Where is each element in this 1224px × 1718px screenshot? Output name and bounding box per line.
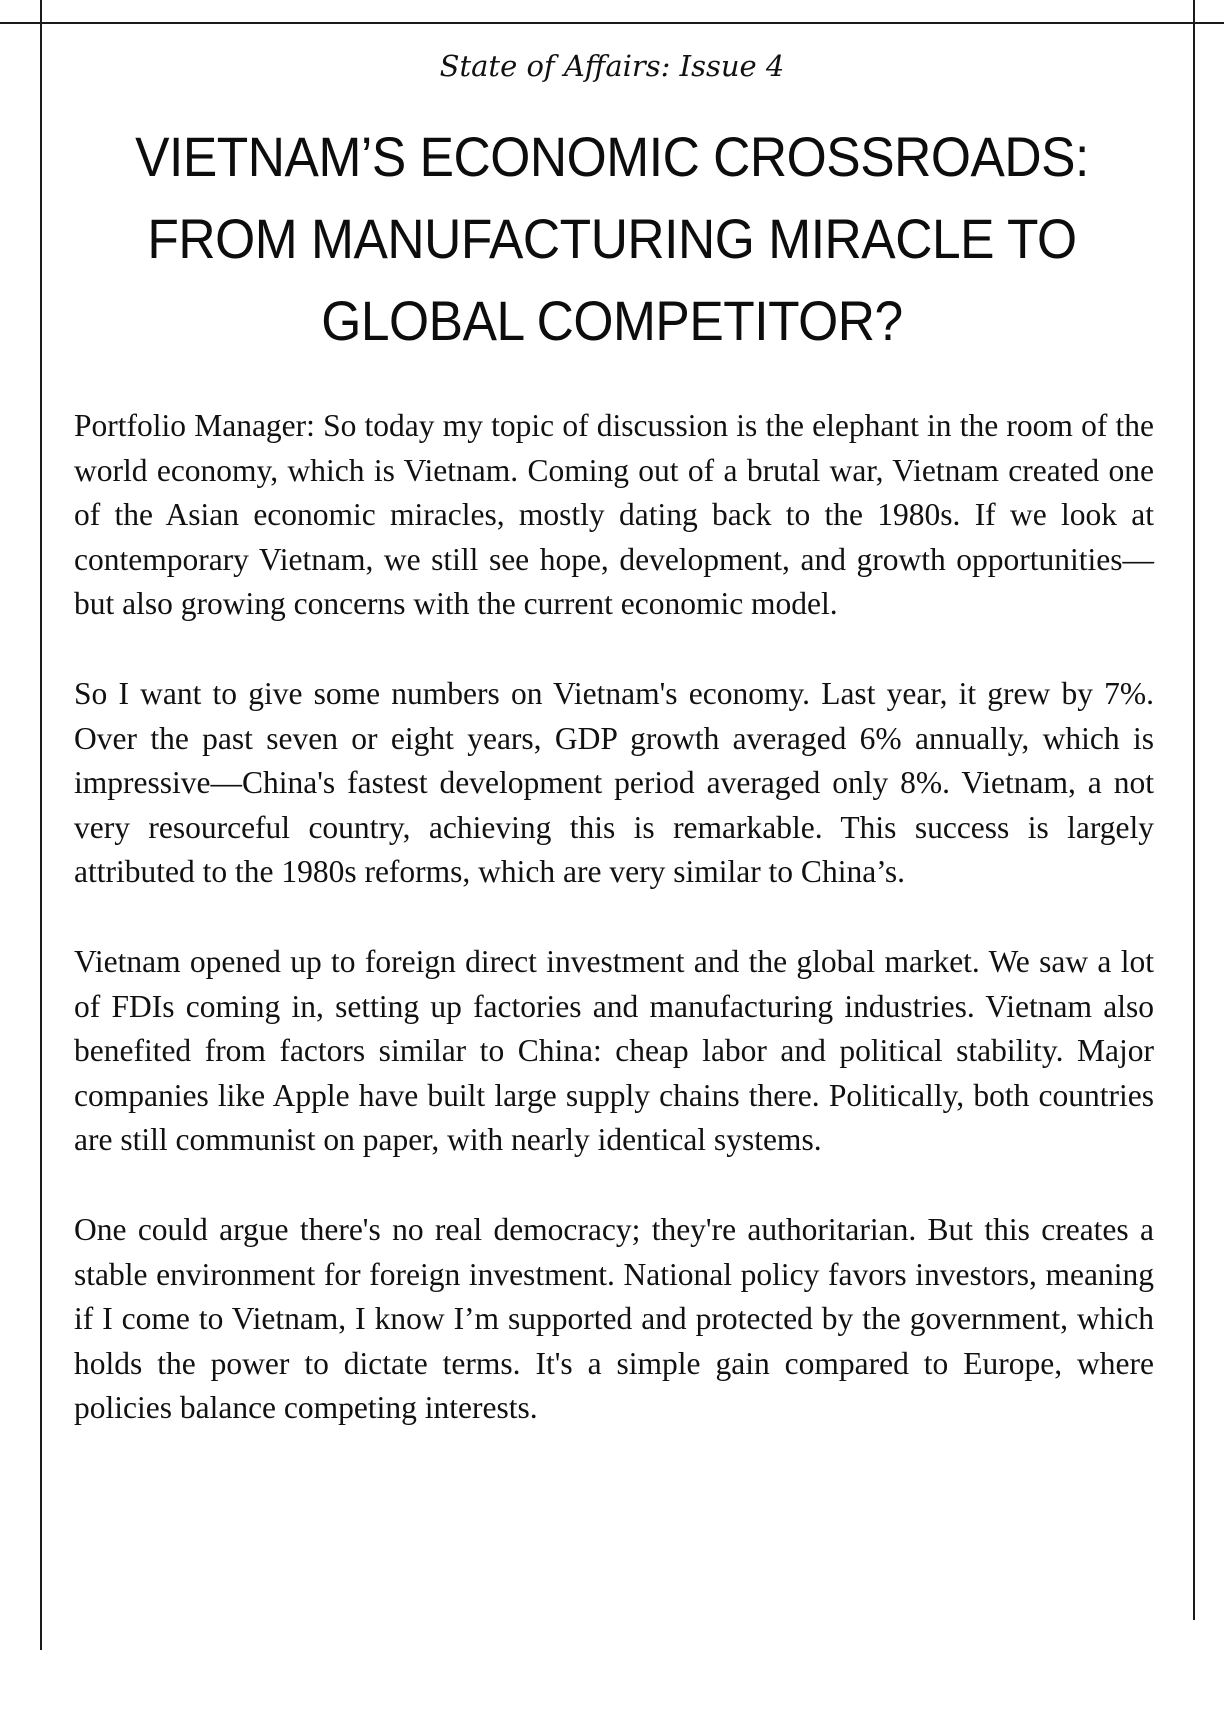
- right-border-line: [1193, 0, 1195, 1620]
- top-border-line: [0, 22, 1224, 24]
- issue-label: State of Affairs: Issue 4: [439, 49, 785, 83]
- paragraph-1: Portfolio Manager: So today my topic of discussion is the elephant in the room of the world economy, which is Vietnam. Coming out of a brutal war, Vietnam created one of the Asian economic miracles, mostly dating back to the 1980s. If we look at contemporary Vietnam, we still see hope, development, and growth opportunities—but also growing concerns with the current economic model.: [74, 408, 1154, 622]
- paragraph-4: One could argue there's no real democracy; they're authoritarian. But this creates a stable environment for foreign investment. National policy favors investors, meaning if I come to Vietnam, I know I’m supported and protected by the government, which holds the power to dictate terms. It's a simple gain compared to Europe, where policies balance competing interests.: [74, 1211, 1154, 1426]
- left-border-line: [40, 0, 42, 1650]
- paragraph-3: Vietnam opened up to foreign direct investment and the global market. We saw a lot of FDIs coming in, setting up factories and manufacturing industries. Vietnam also benefited from factors similar to China: cheap labor and political stability. Major companies like Apple have built large supply chains there. Politically, both countries are still communist on paper, with nearly identical systems.: [74, 943, 1154, 1158]
- article-title: VIETNAM’S ECONOMIC CROSSROADS: FROM MANUFACTURING MIRACLE TO GLOBAL COMPETITOR?: [135, 125, 1089, 352]
- paragraph-2: So I want to give some numbers on Vietnam's economy. Last year, it grew by 7%. Over the past seven or eight years, GDP growth averaged 6% annually, which is impressive—China's fastest development period averaged only 8%. Vietnam, a not very resourceful country, achieving this is remarkable. This success is largely attributed to the 1980s reforms, which are very similar to China’s.: [74, 675, 1154, 890]
- article-body: [74, 404, 1154, 1476]
